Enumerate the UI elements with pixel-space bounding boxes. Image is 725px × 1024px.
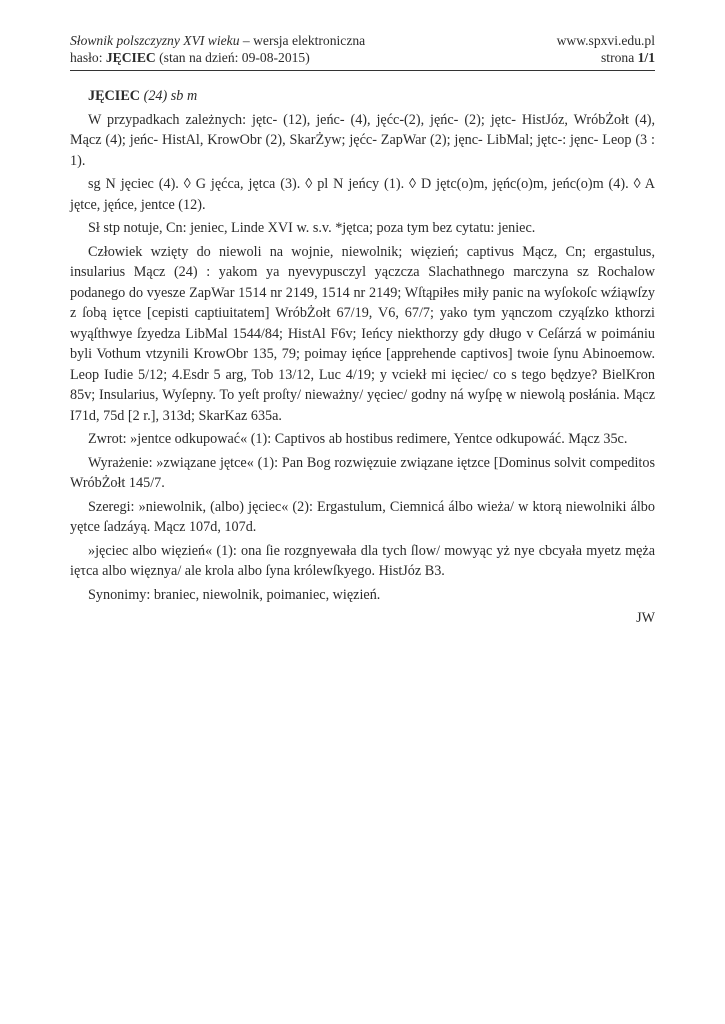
header-site-url[interactable]: www.spxvi.edu.pl (556, 33, 655, 48)
entry-paragraph-series-2: »jęciec albo więzień« (1): ona ſie rozgnyewała dla tych ſlow/ mowyąc yż nye cbcyała myetz męża ięτca albo więznya/ ale krola albo ſyna królewſkyego. HistJóz B3. (70, 542, 655, 579)
header-page-number: strona 1/1 (601, 50, 655, 65)
entry-paragraph-sources: Sł stp notuje, Cn: jeniec, Linde XVI w. s.v. *jętca; poza tym bez cytatu: jeniec. (88, 220, 536, 236)
entry-pos: sb m (170, 88, 198, 104)
entry-paragraph-series: Szeregi: »niewolnik, (albo) jęciec« (2): Ergastulum, Ciemnicá álbo wieża/ w ktorą niewolniki álbo yętce ſadzáyą. Mącz 107d, 107d. (70, 498, 655, 535)
entry-paragraph-synonyms: Synonimy: braniec, niewolnik, poimaniec, więzień. (88, 586, 381, 603)
header-left-line1: Słownik polszczyzny XVI wieku – wersja elektroniczna (70, 33, 366, 48)
entry-paragraph-forms: W przypadkach zależnych: jętc- (12), jeńc- (4), jęćc-(2), jęńc- (2); jętc- HistJóz, WróbŻołt (4), Mącz (4); jeńc- HistAl, KrowObr (2), SkarŻyw; jęćc- ZapWar (2); jęnc- LibMal; jętc-: jęnc- Leop (3 : 1). (70, 111, 655, 169)
entry-headline (88, 86, 655, 107)
entry-paragraph-definition: Człowiek wzięty do niewoli na wojnie, niewolnik; więzień; captivus Mącz, Cn; ergastulus, insularius Mącz (24) : yakom ya nyevypusczyl yączcza Slachathnego marczyna sz Rochalow podanego do vyesze ZapWar 1514 nr 2149, 1514 nr 2149; Wſtąpiłes miły panic na wyſokoſc wźiąwſzy z ſobą ięτce [cepisti captiuitatem] WróbŻołt 67/19, V6, 67/7; yako tym yąnczom czyąſzko kthorzi wyąſthwye ſzyedza LibMal 1544/84; HistAl F6v; Ieńcy niekthorzy gdy długo v Ceſárzá w poimániu byli Vothum vtzynili KrowObr 135, 79; poimay ięńce [apprehende captivos] twoie ſynu Abinoemow. Leop Iudie 5/12; 4.Esdr 5 arg, Tob 13/12, Luc 4/19; y vciekł mi ięciec/ co s tego będzye? BielKron 85v; Insularius, Wyſepny. To yeſt proſty/ nieważny/ yęciec/ godny ná wyſpę w niewolą posłánia. Mącz I71d, 75d [2 r.], 313d; SkarKaz 635a. (70, 243, 655, 424)
entry-count: (24) (143, 88, 168, 104)
entry-headword: JĘCIEC (88, 88, 141, 104)
header-divider (70, 70, 655, 71)
entry-paragraph-phrase: Zwrot: »jentce odkupować« (1): Captivos ab hostibus redimere, Yentce odkupowáć. Mącz 35c. (88, 431, 628, 447)
author-signature: JW (636, 610, 655, 626)
header-left-line2: hasło: JĘCIEC (stan na dzień: 09-08-2015) (70, 50, 310, 65)
page-header (70, 32, 655, 66)
entry-body (70, 86, 655, 608)
entry-paragraph-expression: Wyrażenie: »związane jętce« (1): Pan Bog rozwięzuie związane iętzce [Dominus solvit compeditos WróbŻołt 145/7. (70, 454, 655, 491)
entry-paragraph-inflection: sg N jęciec (4). ◊ G jęćca, jętca (3). ◊ pl N jeńcy (1). ◊ D jętc(o)m, jęńc(o)m, jeńc(o)m (4). ◊ A jętce, jęńce, jentce (12). (70, 176, 655, 213)
